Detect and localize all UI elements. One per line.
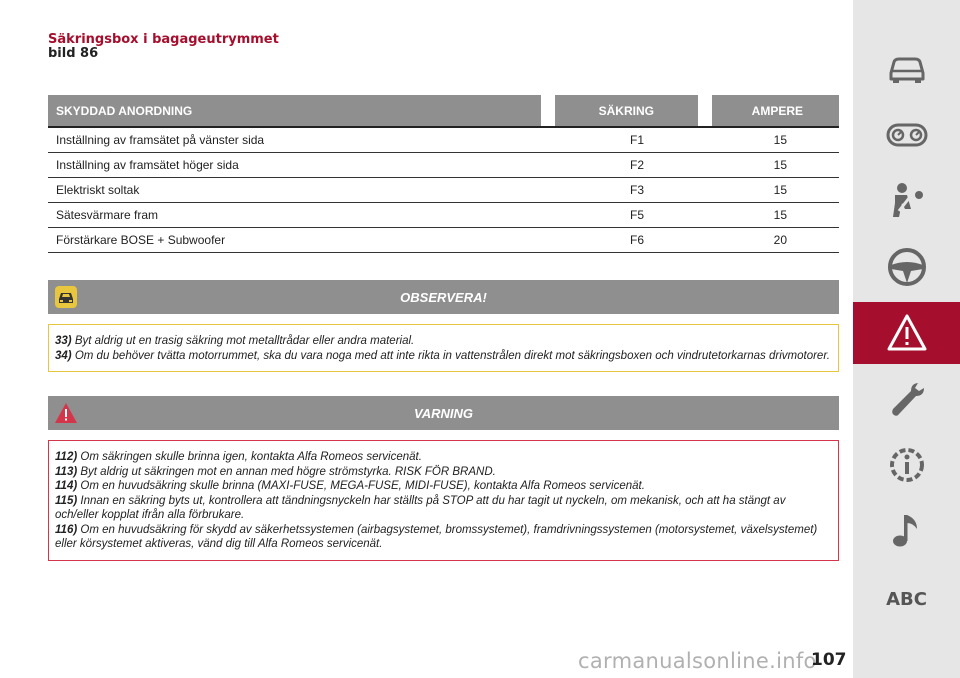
cell-ampere: 15 (773, 208, 787, 222)
page-number: 107 (811, 650, 847, 670)
sidebar-item-driving[interactable] (853, 236, 960, 298)
note-number: 114) (55, 480, 78, 492)
index-label: ABC (886, 588, 927, 610)
table-row (48, 178, 839, 203)
note-text: Om säkringen skulle brinna igen, kontakta Alfa Romeos servicenät. (80, 451, 422, 463)
note-text: Byt aldrig ut en trasig säkring mot metalltrådar eller andra material. (74, 335, 415, 347)
dashboard-gauges-icon (885, 113, 929, 157)
cell-fuse: F1 (629, 133, 644, 147)
note-item (55, 523, 832, 552)
steering-wheel-icon (885, 245, 929, 289)
cell-device: Förstärkare BOSE + Subwoofer (56, 233, 226, 247)
section-title: Säkringsbox i bagageutrymmet (48, 32, 279, 47)
note-number: 113) (55, 465, 78, 478)
note-item (55, 450, 832, 465)
seatbelt-person-icon (885, 179, 929, 223)
cell-device: Sätesvärmare fram (56, 208, 159, 222)
cell-fuse: F5 (629, 208, 644, 222)
caution-title: OBSERVERA! (400, 289, 487, 305)
info-gear-icon (885, 443, 929, 487)
note-number: 116) (55, 523, 78, 536)
music-note-icon (885, 509, 929, 553)
fuse-table-header (48, 95, 839, 128)
cell-fuse: F6 (629, 233, 644, 247)
fuse-table (48, 95, 839, 253)
note-item (55, 494, 832, 523)
note-text: Om du behöver tvätta motorrummet, ska du vara noga med att inte rikta in vattenstrålen direkt mot säkringsboxen och vindrutetorkarnas drivmotorer. (74, 349, 830, 362)
table-row (48, 228, 839, 253)
note-item (55, 334, 832, 349)
warning-header (48, 396, 839, 430)
warning-triangle-icon (885, 311, 929, 355)
warning-title: VARNING (414, 405, 473, 421)
sidebar-item-multimedia[interactable] (853, 500, 960, 562)
table-row (48, 203, 839, 228)
note-item (55, 349, 832, 364)
caution-header (48, 280, 839, 314)
header-ampere: AMPERE (712, 95, 839, 126)
header-device: SKYDDAD ANORDNING (48, 95, 541, 126)
warning-triangle-icon (54, 401, 78, 425)
note-number: 115) (55, 494, 78, 507)
cell-ampere: 15 (773, 158, 787, 172)
table-row (48, 128, 839, 153)
sidebar-item-safety[interactable] (853, 170, 960, 232)
note-number: 34) (55, 349, 72, 362)
note-number: 33) (55, 335, 72, 347)
table-row (48, 153, 839, 178)
warning-box (48, 440, 839, 561)
chapter-sidebar (853, 0, 960, 678)
note-text: Byt aldrig ut säkringen mot en annan med högre strömstyrka. RISK FÖR BRAND. (80, 465, 496, 478)
section-subtitle: bild 86 (48, 46, 99, 61)
car-caution-icon (54, 285, 78, 309)
cell-device: Inställning av framsätet på vänster sida (56, 133, 265, 147)
note-item (55, 465, 832, 480)
note-number: 112) (55, 451, 78, 463)
note-text: Innan en säkring byts ut, kontrollera att tändningsnyckeln har ställts på STOP att du har tagit ut nyckeln, om mekanisk, och att ha stängt av och/eller kopplat ifrån alla förbrukare. (55, 494, 786, 521)
cell-device: Inställning av framsätet höger sida (56, 158, 239, 172)
sidebar-item-dashboard[interactable] (853, 104, 960, 166)
sidebar-item-car[interactable] (853, 38, 960, 100)
note-text: Om en huvudsäkring för skydd av säkerhetssystemen (airbagsystemet, bromssystemet), framdrivningssystemen (motorsystemet, växelsystemet) eller körsystemet aktiveras, vänd dig till Alfa Romeos servicenät. (55, 523, 818, 550)
sidebar-item-technical-data[interactable] (853, 434, 960, 496)
sidebar-item-maintenance[interactable] (853, 368, 960, 430)
cell-fuse: F3 (629, 183, 644, 197)
car-icon (885, 47, 929, 91)
caution-box (48, 324, 839, 372)
header-fuse: SÄKRING (555, 95, 698, 126)
sidebar-item-index[interactable] (853, 568, 960, 630)
watermark: carmanualsonline.info (578, 649, 817, 673)
cell-ampere: 15 (773, 183, 787, 197)
cell-device: Elektriskt soltak (56, 183, 140, 197)
sidebar-item-emergency[interactable] (853, 302, 960, 364)
wrench-icon (885, 377, 929, 421)
section-heading (48, 33, 279, 61)
cell-ampere: 15 (773, 133, 787, 147)
cell-fuse: F2 (629, 158, 644, 172)
cell-ampere: 20 (773, 233, 787, 247)
note-item (55, 479, 832, 494)
note-text: Om en huvudsäkring skulle brinna (MAXI-FUSE, MEGA-FUSE, MIDI-FUSE), kontakta Alfa Romeos servicenät. (80, 480, 645, 492)
